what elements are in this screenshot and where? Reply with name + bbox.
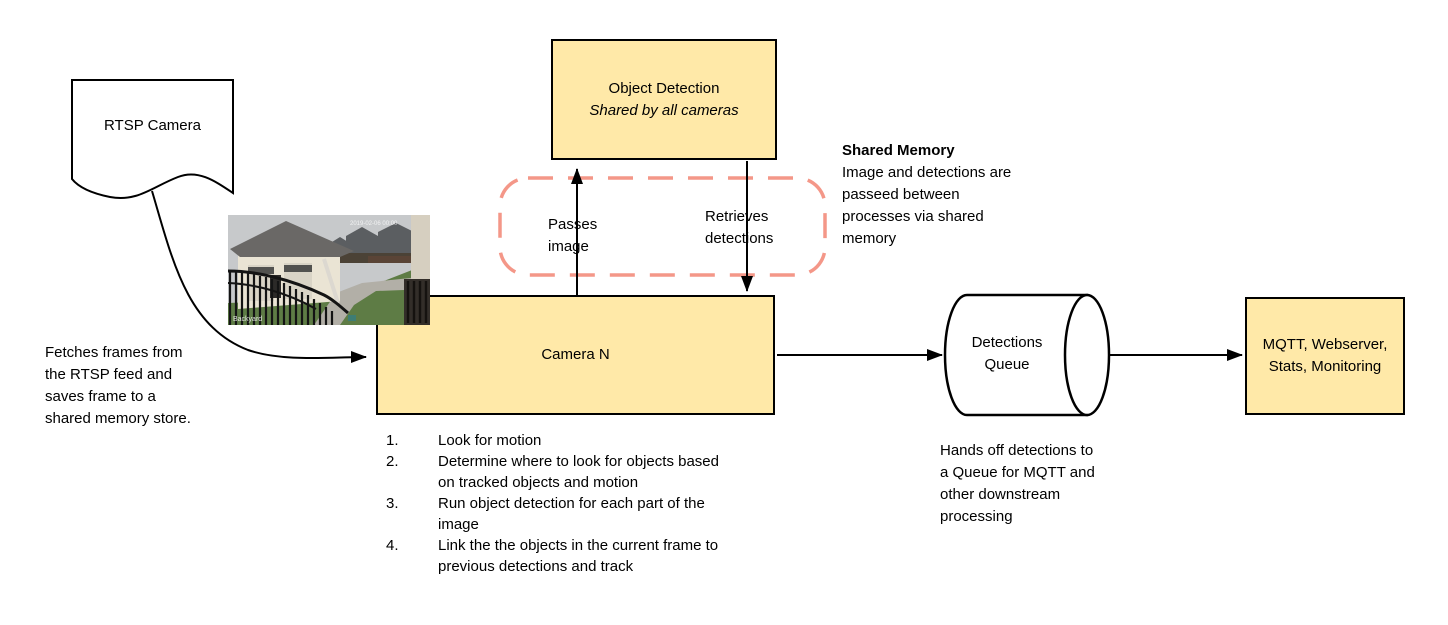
camera-step-4-number: 4. bbox=[386, 537, 399, 554]
object-detection-label: Object Detection bbox=[608, 79, 720, 97]
camera-step-2-text: Determine where to look for objects based on tracked objects and motion bbox=[438, 453, 719, 491]
camera-n-label: Camera N bbox=[541, 346, 610, 363]
mqtt-webserver-box bbox=[1245, 297, 1405, 415]
passes-image-label: Passes image bbox=[548, 216, 598, 255]
object-detection-subtitle: Shared by all cameras bbox=[589, 101, 739, 119]
camera-step-3-text: Run object detection for each part of the image bbox=[438, 495, 705, 533]
camera-step-3-number: 3. bbox=[386, 495, 399, 512]
camera-steps-list bbox=[386, 430, 738, 577]
rtsp-camera-label: RTSP Camera bbox=[104, 117, 201, 134]
camera-step-2-number: 2. bbox=[386, 453, 399, 470]
shared-memory-note-title: Shared Memory bbox=[842, 142, 955, 159]
retrieves-detections-label: Retrieves detections bbox=[705, 208, 774, 247]
object-detection-box bbox=[551, 39, 777, 160]
camera-step-4-text: Link the the objects in the current frame to previous detections and track bbox=[438, 537, 719, 575]
queue-handoff-note: Hands off detections to a Queue for MQTT and other downstream processing bbox=[940, 442, 1095, 525]
mqtt-webserver-label: MQTT, Webserver, Stats, Monitoring bbox=[1262, 336, 1388, 375]
camera-step-1-number: 1. bbox=[386, 432, 399, 449]
camera-step-1-text: Look for motion bbox=[438, 432, 542, 449]
camera-step-1 bbox=[386, 430, 738, 451]
camera-n-box bbox=[376, 295, 775, 415]
camera-step-3 bbox=[386, 493, 738, 535]
fetches-frames-note: Fetches frames from the RTSP feed and saves frame to a shared memory store. bbox=[45, 344, 191, 427]
rtsp-camera-document-shape bbox=[72, 80, 233, 198]
camera-snapshot-image bbox=[228, 215, 430, 325]
snapshot-camera-name-overlay: Backyard bbox=[233, 316, 263, 323]
detections-queue-label: Detections Queue bbox=[971, 334, 1043, 373]
shared-memory-note bbox=[842, 140, 1027, 250]
shared-memory-note-body: Image and detections are passeed between processes via shared memory bbox=[842, 164, 1012, 247]
camera-step-4 bbox=[386, 535, 738, 577]
snapshot-timestamp-overlay: 2019-02-06 00:00 bbox=[350, 221, 398, 227]
camera-step-2 bbox=[386, 451, 738, 493]
